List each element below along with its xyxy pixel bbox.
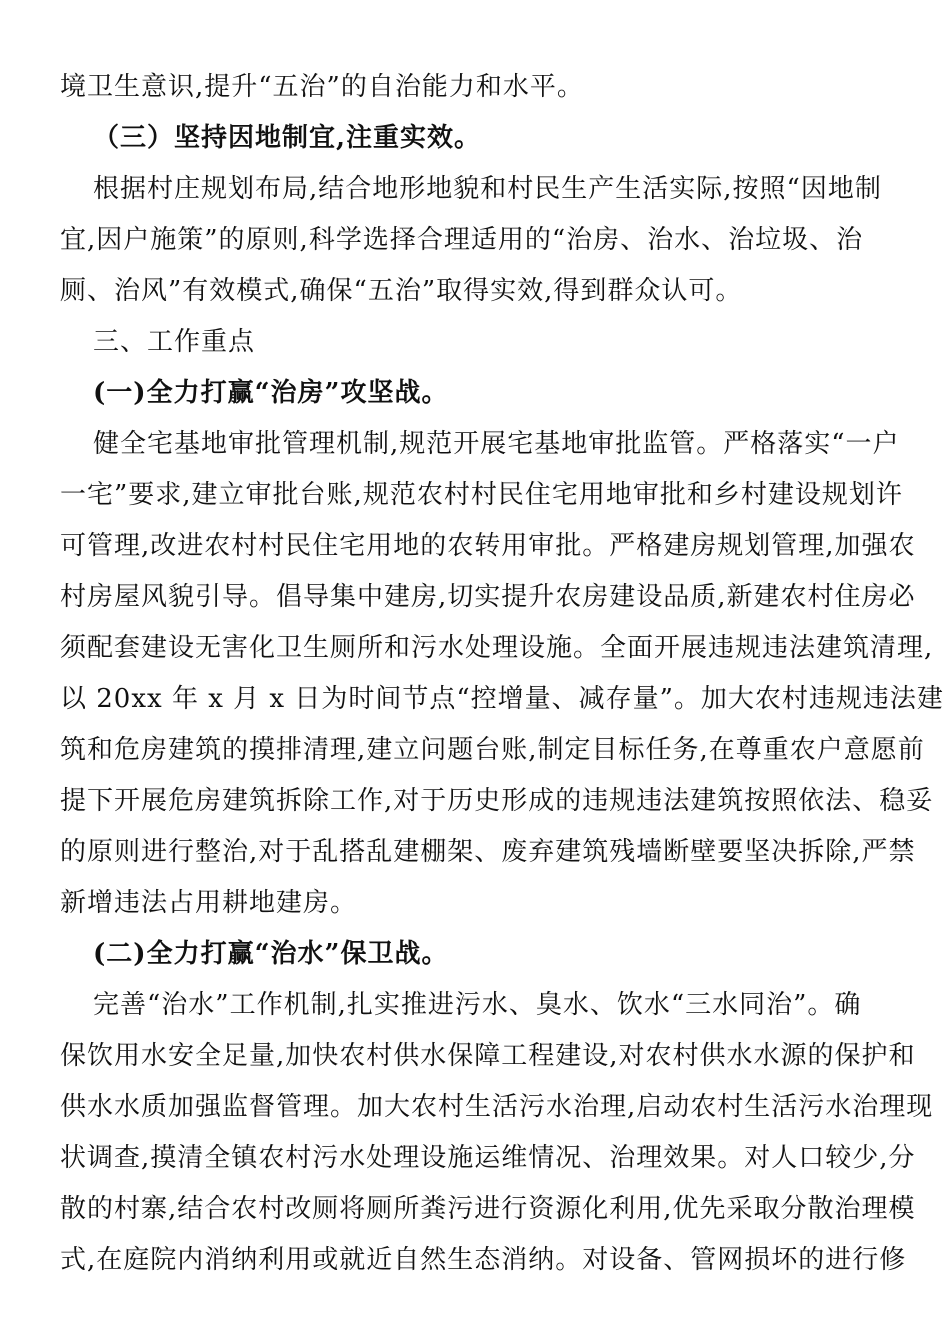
chapter-heading: 三、工作重点 xyxy=(93,327,256,357)
paragraph-line: 一宅”要求,建立审批台账,规范农村村民住宅用地审批和乡村建设规划许 xyxy=(60,480,903,510)
paragraph-line: 村房屋风貌引导。倡导集中建房,切实提升农房建设品质,新建农村住房必 xyxy=(60,582,916,612)
paragraph-line: 筑和危房建筑的摸排清理,建立问题台账,制定目标任务,在尊重农户意愿前 xyxy=(60,735,925,765)
paragraph-line: 式,在庭院内消纳利用或就近自然生态消纳。对设备、管网损坏的进行修 xyxy=(60,1245,907,1275)
document-page xyxy=(60,62,944,1286)
paragraph-line: 状调查,摸清全镇农村污水处理设施运维情况、治理效果。对人口较少,分 xyxy=(60,1143,916,1173)
paragraph-line: 散的村寨,结合农村改厕将厕所粪污进行资源化利用,优先采取分散治理模 xyxy=(60,1194,916,1224)
section-heading: (二)全力打赢“治水”保卫战。 xyxy=(93,939,449,969)
paragraph-line: 健全宅基地审批管理机制,规范开展宅基地审批监管。严格落实“一户 xyxy=(93,429,900,459)
section-heading: （三）坚持因地制宜,注重实效。 xyxy=(93,123,482,153)
paragraph-line: 可管理,改进农村村民住宅用地的农转用审批。严格建房规划管理,加强农 xyxy=(60,531,916,561)
paragraph-line: 须配套建设无害化卫生厕所和污水处理设施。全面开展违规违法建筑清理, xyxy=(60,633,934,663)
paragraph-line: 的原则进行整治,对于乱搭乱建棚架、废弃建筑残墙断壁要坚决拆除,严禁 xyxy=(60,837,916,867)
paragraph-line: 宜,因户施策”的原则,科学选择合理适用的“治房、治水、治垃圾、治 xyxy=(60,225,864,255)
paragraph-line: 供水水质加强监督管理。加大农村生活污水治理,启动农村生活污水治理现 xyxy=(60,1092,934,1122)
paragraph-line: 境卫生意识,提升“五治”的自治能力和水平。 xyxy=(60,72,584,102)
section-heading: (一)全力打赢“治房”攻坚战。 xyxy=(93,378,449,408)
paragraph-line: 完善“治水”工作机制,扎实推进污水、臭水、饮水“三水同治”。确 xyxy=(93,990,862,1020)
paragraph-line: 新增违法占用耕地建房。 xyxy=(60,888,358,918)
paragraph-line: 厕、治风”有效模式,确保“五治”取得实效,得到群众认可。 xyxy=(60,276,743,306)
paragraph-line: 保饮用水安全足量,加快农村供水保障工程建设,对农村供水水源的保护和 xyxy=(60,1041,916,1071)
paragraph-line: 以 20xx 年 x 月 x 日为时间节点“控增量、减存量”。加大农村违规违法建 xyxy=(60,684,944,714)
paragraph-line: 提下开展危房建筑拆除工作,对于历史形成的违规违法建筑按照依法、稳妥 xyxy=(60,786,934,816)
paragraph-line: 根据村庄规划布局,结合地形地貌和村民生产生活实际,按照“因地制 xyxy=(93,174,882,204)
